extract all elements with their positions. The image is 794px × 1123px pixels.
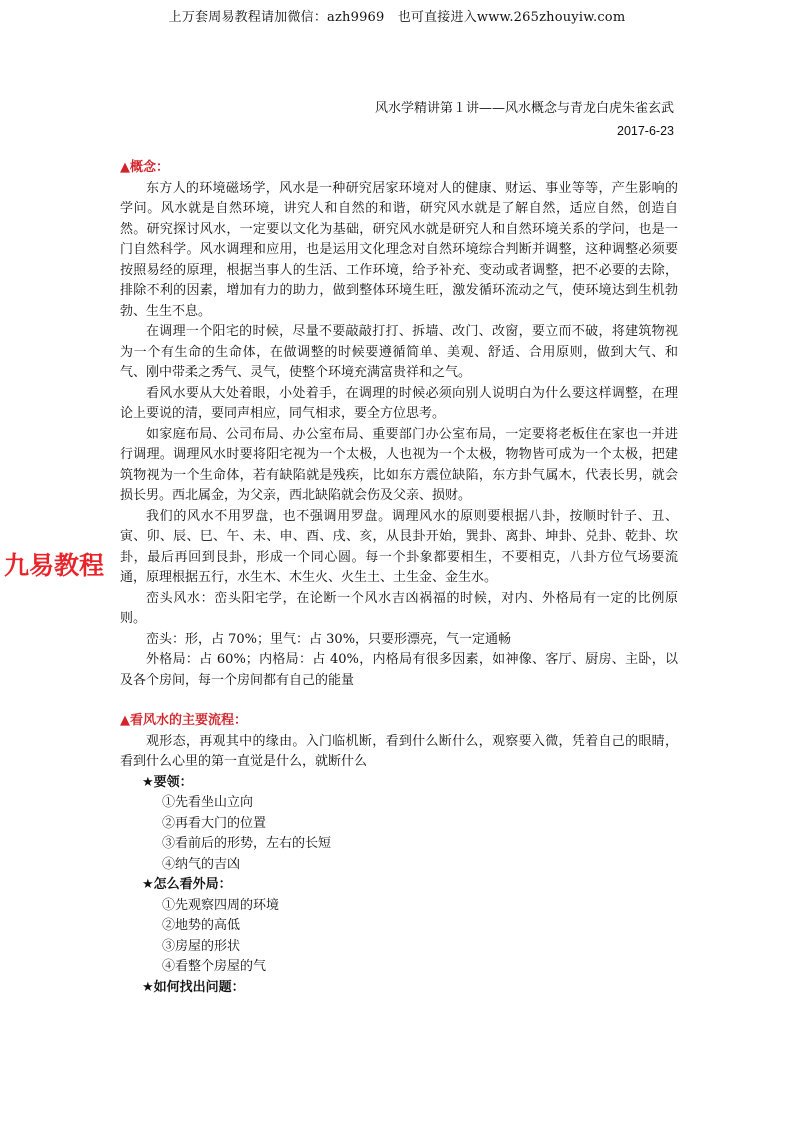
subheading-key-points: ★要领： <box>142 774 193 790</box>
list-key-points <box>120 793 678 875</box>
list-item: ④纳气的吉凶 <box>162 856 241 872</box>
list-item: ②再看大门的位置 <box>162 815 267 831</box>
document-date: 2017-6-23 <box>617 124 674 138</box>
paragraph: 我们的风水不用罗盘，也不强调用罗盘。调理风水的原则要根据八卦，按顺时针子、丑、寅、卯、辰、巳、午、未、申、酉、戌、亥，从艮卦开始，巽卦、离卦、坤卦、兑卦、乾卦、坎卦，最后再回到艮卦，形成一个同心圆。每一个卦象都要相生，不要相克，八卦方位气场要流通，原理根据五行，水生木、木生火、火生土、土生金、金生水。 <box>120 508 678 585</box>
watermark-logo: 九易教程 <box>4 551 105 580</box>
list-item: ④看整个房屋的气 <box>162 959 267 974</box>
document-body <box>120 158 678 998</box>
section-heading-concept: ▲概念： <box>120 160 169 175</box>
paragraph: 外格局：占 60%；内格局：占 40%，内格局有很多因素，如神像、客厅、厨房、主卧，以及各个房间，每一个房间都有自己的能量 <box>120 652 678 688</box>
paragraph: 如家庭布局、公司布局、办公室布局、重要部门办公室布局，一定要将老板住在家也一并进行调理。调理风水时要将阳宅视为一个太极，人也视为一个太极，物物皆可成为一个太极，把建筑物视为一个生命体，若有缺陷就是残疾，比如东方震位缺陷，东方卦气属木，代表长男，就会损长男。西北属金，为父亲，西北缺陷就会伤及父亲、损财。 <box>120 426 678 503</box>
paragraph: 观形态，再观其中的缘由。入门临机断，看到什么断什么，观察要入微，凭着自己的眼睛，看到什么心里的第一直觉是什么，就断什么 <box>120 733 678 769</box>
section-heading-process: ▲看风水的主要流程： <box>120 713 247 728</box>
document-title: 风水学精讲第１讲——风水概念与青龙白虎朱雀玄武 <box>374 101 674 116</box>
paragraph: 峦头：形，占 70%；里气：占 30%，只要形漂亮，气一定通畅 <box>146 631 512 647</box>
list-item: ②地势的高低 <box>162 918 241 933</box>
paragraph: 看风水要从大处着眼，小处着手，在调理的时候必须向别人说明白为什么要这样调整，在理论上要说的清，要同声相应，同气相求，要全方位思考。 <box>120 385 678 421</box>
list-item: ①先看坐山立向 <box>162 795 254 810</box>
top-banner: 上万套周易教程请加微信：azh9969 也可直接进入www.265zhouyiw.com <box>168 10 626 25</box>
paragraph: 东方人的环境磁场学，风水是一种研究居家环境对人的健康、财运、事业等等，产生影响的学问。风水就是自然环境，讲究人和自然的和谐，研究风水就是了解自然，适应自然，创造自然。研究探讨风水，一定要以文化为基础，研究风水就是研究人和自然环境关系的学问，也是一门自然科学。风水调理和应用，也是运用文化理念对自然环境综合判断并调整，这种调整必须要按照易经的原理，根据当事人的生活、工作环境，给予补充、变动或者调整，把不必要的去除，排除不利的因素，增加有力的助力，做到整体环境生旺，激发循环流动之气，使环境达到生机勃勃、生生不息。 <box>120 180 678 319</box>
list-item: ③房屋的形状 <box>162 938 241 954</box>
list-item: ③看前后的形势，左右的长短 <box>162 836 332 851</box>
paragraph: 在调理一个阳宅的时候，尽量不要敲敲打打、拆墙、改门、改窗，要立而不破，将建筑物视为一个有生命的生命体，在做调整的时候要遵循简单、美观、舒适、合用原则，做到大气、和气、刚中带柔之秀气、灵气，使整个环境充满富贵祥和之气。 <box>120 324 678 380</box>
subheading-outer-layout: ★怎么看外局： <box>142 877 232 892</box>
list-outer-layout <box>120 896 678 978</box>
subheading-find-problems: ★如何找出问题： <box>142 979 245 995</box>
document-header <box>254 98 674 142</box>
paragraph: 峦头风水：峦头阳宅学，在论断一个风水吉凶祸福的时候，对内、外格局有一定的比例原则。 <box>120 590 678 626</box>
list-item: ①先观察四周的环境 <box>162 897 280 913</box>
